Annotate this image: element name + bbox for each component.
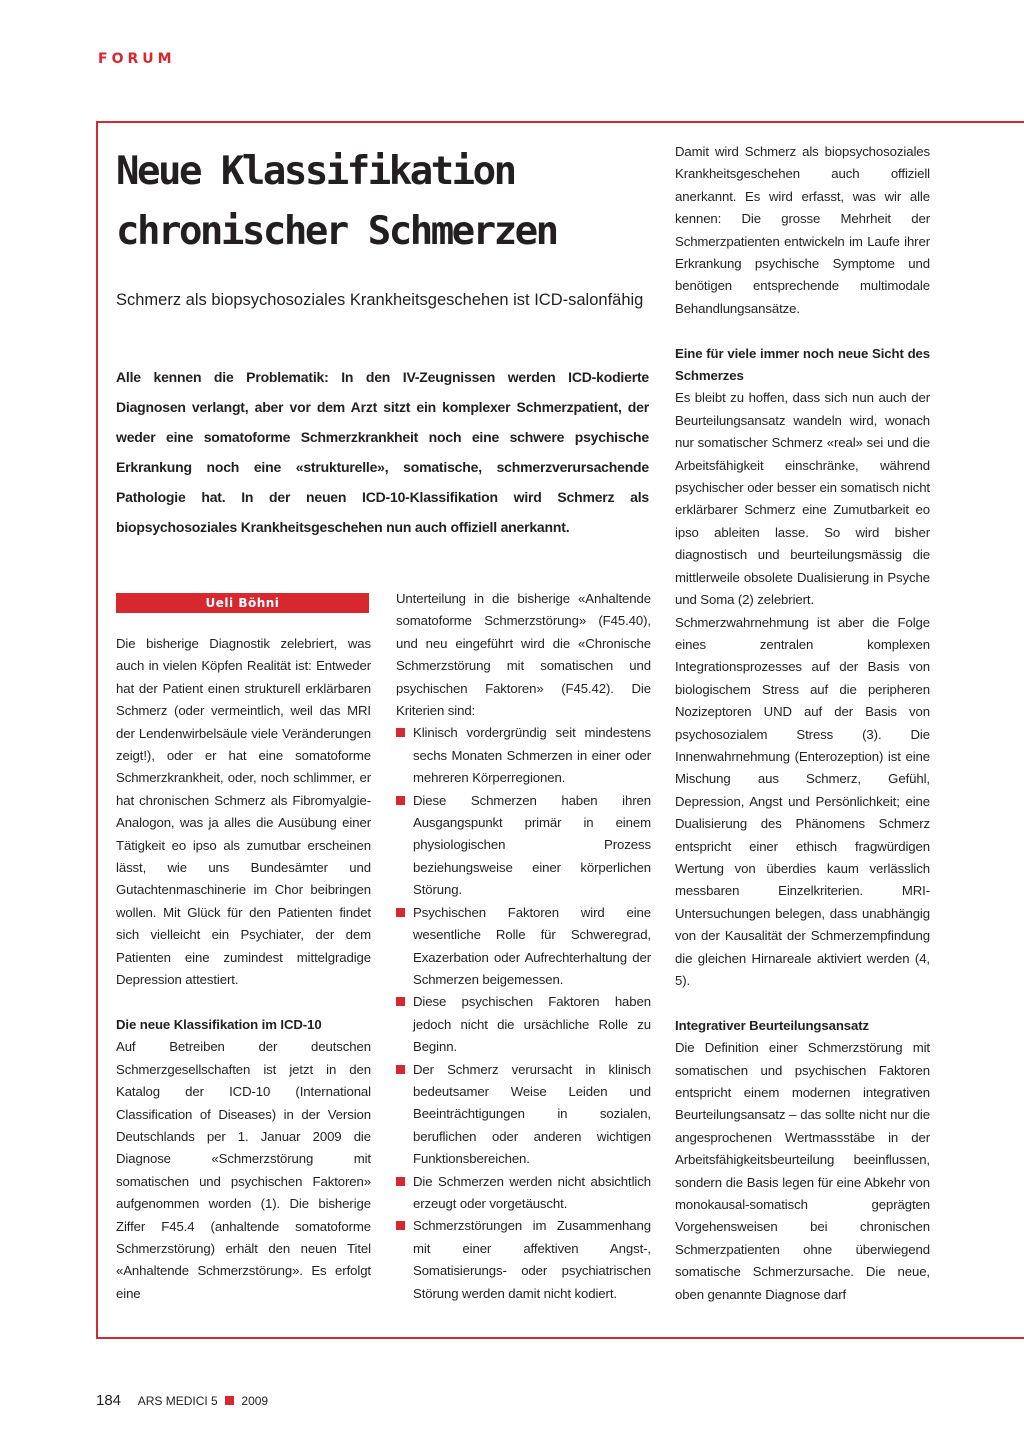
- criteria-text: Diese Schmerzen haben ihren Ausgangspunkt primär in einem physiologischen Prozess beziehungsweise einer körperlichen Störung.: [413, 792, 651, 898]
- criteria-item: [396, 1171, 651, 1216]
- bullet-square-icon: [396, 997, 405, 1006]
- criteria-text: Der Schmerz verursacht in klinisch bedeutsamer Weise Leiden und Beeinträchtigungen in sozialen, beruflichen oder anderen wichtigen Funktionsbereichen.: [413, 1061, 651, 1167]
- journal-name: ARS MEDICI 5: [137, 1394, 218, 1408]
- bullet-square-icon: [396, 908, 405, 917]
- col3-paragraph-1: Damit wird Schmerz als biopsychosoziales Krankheitsgeschehen auch offiziell anerkannt. Es wird erfasst, was wir alle kennen: Die grosse Mehrheit der Schmerzpatienten entwickeln im Laufe ihrer Erkrankung psychische Symptome und benötigen entsprechende multimodale Behandlungsansätze.: [675, 144, 930, 316]
- criteria-text: Schmerzstörungen im Zusammenhang mit einer affektiven Angst-, Somatisierungs- oder psychiatrischen Störung werden damit nicht kodiert.: [413, 1218, 651, 1301]
- criteria-item: [396, 1215, 651, 1305]
- journal-year: 2009: [241, 1394, 269, 1408]
- col3-paragraph-2: Es bleibt zu hoffen, dass sich nun auch der Beurteilungsansatz wandeln wird, wonach nur somatischer Schmerz «real» sei und die Arbeitsfähigkeit einschränke, während psychischer oder besser ein somatisch nicht erklärbarer Schmerz eine Zumutbarkeit eo ipso ableiten lasse. So wird bisher diagnostisch und beurteilungsmässig die mittlerweile obsolete Dualisierung in Psyche und Soma (2) zelebriert.: [675, 390, 930, 608]
- column-3: [675, 141, 930, 1306]
- page-footer: [96, 1392, 268, 1409]
- criteria-text: Klinisch vordergründig seit mindestens sechs Monaten Schmerzen in einer oder mehreren Körperregionen.: [413, 725, 651, 786]
- criteria-item: [396, 790, 651, 902]
- criteria-item: [396, 722, 651, 789]
- column-1: [116, 633, 371, 1305]
- criteria-text: Psychischen Faktoren wird eine wesentliche Rolle für Schweregrad, Exazerbation oder Aufrechterhaltung der Schmerzen beigemessen.: [413, 904, 651, 987]
- section-label: FORUM: [98, 51, 176, 67]
- bullet-square-icon: [396, 1065, 405, 1074]
- bullet-square-icon: [396, 1221, 405, 1230]
- lead-paragraph: Alle kennen die Problematik: In den IV-Zeugnissen werden ICD-kodierte Diagnosen verlangt, aber vor dem Arzt sitzt ein komplexer Schmerzpatient, der weder eine somatoforme Schmerzkrankheit noch eine schwere psychische Erkrankung noch eine «strukturelle», somatische, schmerzverursachende Pathologie hat. In der neuen ICD-10-Klassifikation wird Schmerz als biopsychosoziales Krankheitsgeschehen nun auch offiziell anerkannt.: [116, 369, 649, 535]
- separator-square-icon: [225, 1396, 234, 1405]
- author-byline: Ueli Böhni: [116, 593, 369, 613]
- criteria-text: Diese psychischen Faktoren haben jedoch nicht die ursächliche Rolle zu Beginn.: [413, 994, 651, 1055]
- bullet-square-icon: [396, 796, 405, 805]
- col3-paragraph-4: Die Definition einer Schmerzstörung mit somatischen und psychischen Faktoren entspricht einem modernen integrativen Beurteilungsansatz – das sollte nicht nur die angesprochenen Wertmassstäbe in der Arbeitsfähigkeitsbeurteilung beeinflussen, sondern die Basis legen für eine Abkehr von monokausal-somatisch geprägten Vorgehensweisen bei chronischen Schmerzpatienten ohne überwiegend somatische Schmerzursache. Die neue, oben genannte Diagnose darf: [675, 1040, 930, 1302]
- criteria-item: [396, 902, 651, 992]
- criteria-list: [396, 722, 651, 1305]
- column-2: [396, 588, 651, 1305]
- bullet-square-icon: [396, 728, 405, 737]
- col3-heading-2: Integrativer Beurteilungsansatz: [675, 1017, 870, 1033]
- article-title: [116, 142, 656, 262]
- article-subtitle: Schmerz als biopsychosoziales Krankheitsgeschehen ist ICD-salonfähig: [116, 291, 644, 309]
- title-line-1: Neue Klassifikation: [116, 149, 515, 194]
- col1-paragraph-2: Auf Betreiben der deutschen Schmerzgesellschaften ist jetzt in den Katalog der ICD-10 (International Classification of Diseases) in der Version Deutschlands per 1. Januar 2009 die Diagnose «Schmerzstörung mit somatischen und psychischen Faktoren» aufgenommen worden (1). Die bisherige Ziffer F45.4 (anhaltende somatoforme Schmerzstörung) erhält den neuen Titel «Anhaltende Schmerzstörung». Es erfolgt eine: [116, 1039, 371, 1301]
- criteria-item: [396, 991, 651, 1058]
- frame-left-rule: [96, 121, 98, 1339]
- frame-top-rule: [96, 121, 1024, 123]
- col1-paragraph-1: Die bisherige Diagnostik zelebriert, was auch in vielen Köpfen Realität ist: Entweder hat der Patient einen strukturell erklärbaren Schmerz (oder vermeintlich, weil das MRI der Lendenwirbelsäule viele Veränderungen zeigt!), oder er hat eine somatoforme Schmerzkrankheit, oder, noch schlimmer, er hat chronischen Schmerz als Fibromyalgie-Analogon, was ja alles die Ausübung einer Tätigkeit eo ipso als zumutbar erscheinen lässt, wie uns Bundesämter und Gutachtenmaschinerie im Chor beibringen wollen. Mit Glück für den Patienten findet sich vielleicht ein Psychiater, der dem Patienten eine zumindest mittelgradige Depression attestiert.: [116, 636, 371, 988]
- criteria-item: [396, 1059, 651, 1171]
- page-number: 184: [96, 1392, 122, 1409]
- bullet-square-icon: [396, 1177, 405, 1186]
- col1-heading: Die neue Klassifikation im ICD-10: [116, 1016, 322, 1032]
- col3-heading-1: Eine für viele immer noch neue Sicht des Schmerzes: [675, 345, 930, 384]
- criteria-text: Die Schmerzen werden nicht absichtlich erzeugt oder vorgetäuscht.: [413, 1173, 651, 1211]
- title-line-2: chronischer Schmerzen: [116, 209, 557, 254]
- frame-bottom-rule: [96, 1337, 1024, 1339]
- col2-intro: Unterteilung in die bisherige «Anhaltende somatoforme Schmerzstörung» (F45.40), und neu eingeführt wird die «Chronische Schmerzstörung mit somatischen und psychischen Faktoren» (F45.42). Die Kriterien sind:: [396, 591, 651, 719]
- col3-paragraph-3: Schmerzwahrnehmung ist aber die Folge eines zentralen komplexen Integrationsprozesses auf der Basis von biologischem Stress auf die peripheren Nozizeptoren UND auf der Basis von psychosozialem Stress (3). Die Innenwahrnehmung (Enterozeption) ist eine Mischung aus Schmerz, Gefühl, Depression, Angst und Persönlichkeit; eine Dualisierung des Phänomens Schmerz entspricht einer ethisch fragwürdigen Wertung von überdies kaum verlässlich messbaren Einzelkriterien. MRI-Untersuchungen belegen, dass unabhängig von der Kausalität der Schmerzempfindung die gleichen Hirnareale aktiviert werden (4, 5).: [675, 614, 930, 989]
